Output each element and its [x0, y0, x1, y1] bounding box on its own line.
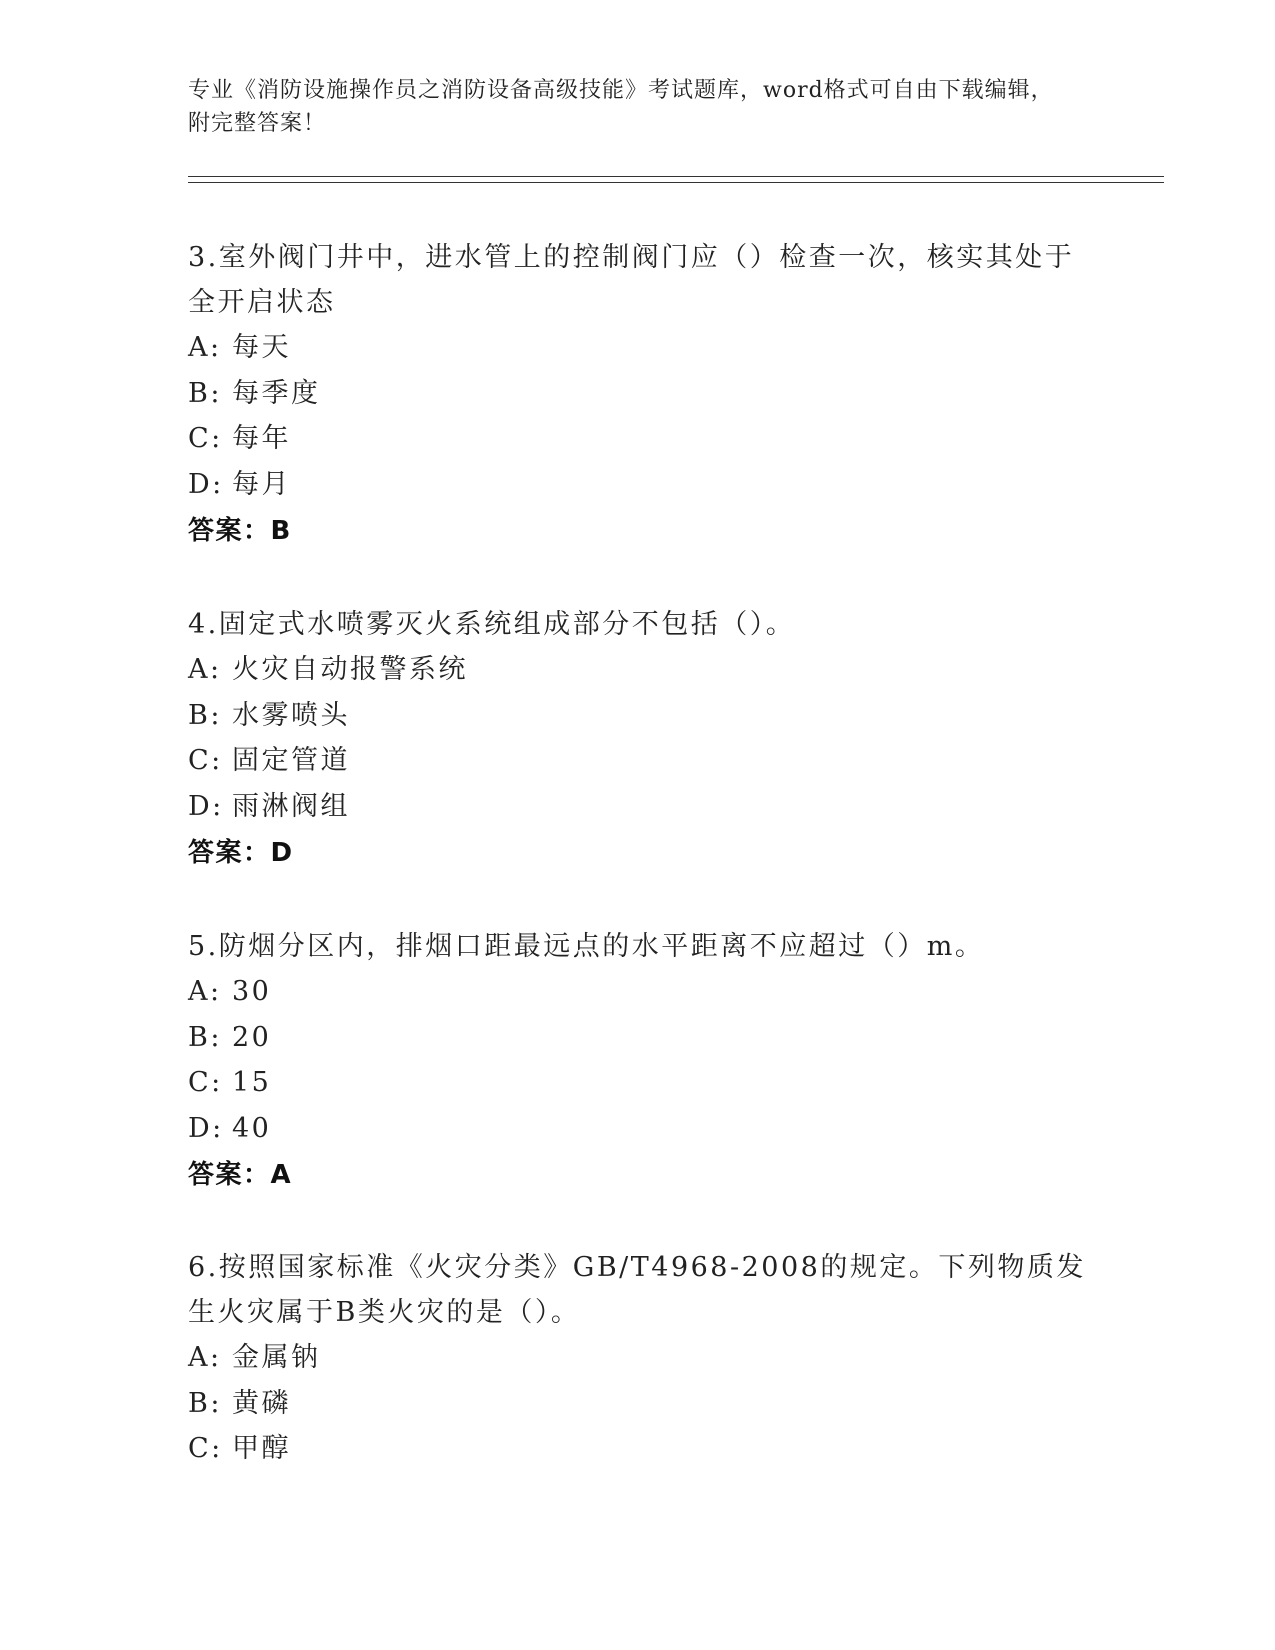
option-letter: B:	[188, 377, 222, 409]
option-letter: C:	[188, 1067, 223, 1099]
option-a	[188, 647, 1088, 693]
option-text: 水雾喷头	[232, 699, 350, 731]
question-stem: 3.室外阀门井中，进水管上的控制阀门应（）检查一次，核实其处于全开启状态	[188, 242, 1075, 318]
question-stem: 4.固定式水喷雾灭火系统组成部分不包括（）。	[188, 609, 796, 640]
option-text: 金属钠	[232, 1342, 321, 1373]
document-header: 专业《消防设施操作员之消防设备高级技能》考试题库，word格式可自由下载编辑，附完整答案！	[188, 78, 1054, 136]
option-letter: D:	[188, 469, 224, 501]
header-divider-bottom	[188, 182, 1164, 183]
option-d	[188, 784, 1088, 830]
option-text: 固定管道	[232, 745, 350, 777]
option-letter: B:	[188, 1387, 222, 1419]
option-letter: C:	[188, 1433, 223, 1465]
option-letter: B:	[188, 1021, 222, 1053]
option-a	[188, 325, 1088, 371]
option-letter: A:	[188, 654, 222, 685]
option-text: 黄磷	[232, 1387, 291, 1419]
option-b	[188, 1015, 1088, 1061]
question-4	[188, 602, 1088, 876]
option-text: 每月	[232, 469, 291, 501]
header-divider-top	[188, 176, 1164, 177]
option-letter: B:	[188, 699, 222, 731]
option-letter: A:	[188, 976, 222, 1007]
question-3	[188, 235, 1088, 554]
answer-label: 答案：A	[188, 1159, 293, 1190]
answer-label: 答案：B	[188, 515, 292, 546]
option-text: 每季度	[232, 377, 321, 409]
option-text: 20	[232, 1021, 272, 1053]
option-letter: A:	[188, 1342, 222, 1373]
option-d	[188, 462, 1088, 508]
question-5	[188, 924, 1088, 1198]
option-c	[188, 416, 1088, 462]
option-text: 雨淋阀组	[232, 791, 350, 823]
option-b	[188, 693, 1088, 739]
option-letter: D:	[188, 1113, 224, 1145]
option-a	[188, 1335, 1088, 1381]
option-c	[188, 1060, 1088, 1106]
option-c	[188, 738, 1088, 784]
option-d	[188, 1106, 1088, 1152]
option-text: 15	[232, 1067, 272, 1099]
question-6	[188, 1245, 1088, 1472]
option-text: 每天	[232, 332, 291, 363]
option-letter: C:	[188, 423, 223, 455]
option-text: 甲醇	[232, 1433, 291, 1465]
option-b	[188, 1381, 1088, 1427]
option-text: 火灾自动报警系统	[232, 654, 468, 685]
option-text: 每年	[232, 423, 291, 455]
answer-label: 答案：D	[188, 837, 294, 868]
question-stem: 6.按照国家标准《火灾分类》GB/T4968-2008的规定。下列物质发生火灾属于B类火灾的是（）。	[188, 1252, 1086, 1328]
option-b	[188, 371, 1088, 417]
option-text: 40	[232, 1113, 272, 1145]
option-letter: A:	[188, 332, 222, 363]
option-text: 30	[232, 976, 272, 1007]
option-c	[188, 1426, 1088, 1472]
option-letter: C:	[188, 745, 223, 777]
option-a	[188, 969, 1088, 1015]
question-stem: 5.防烟分区内，排烟口距最远点的水平距离不应超过（）m。	[188, 931, 985, 962]
option-letter: D:	[188, 791, 224, 823]
